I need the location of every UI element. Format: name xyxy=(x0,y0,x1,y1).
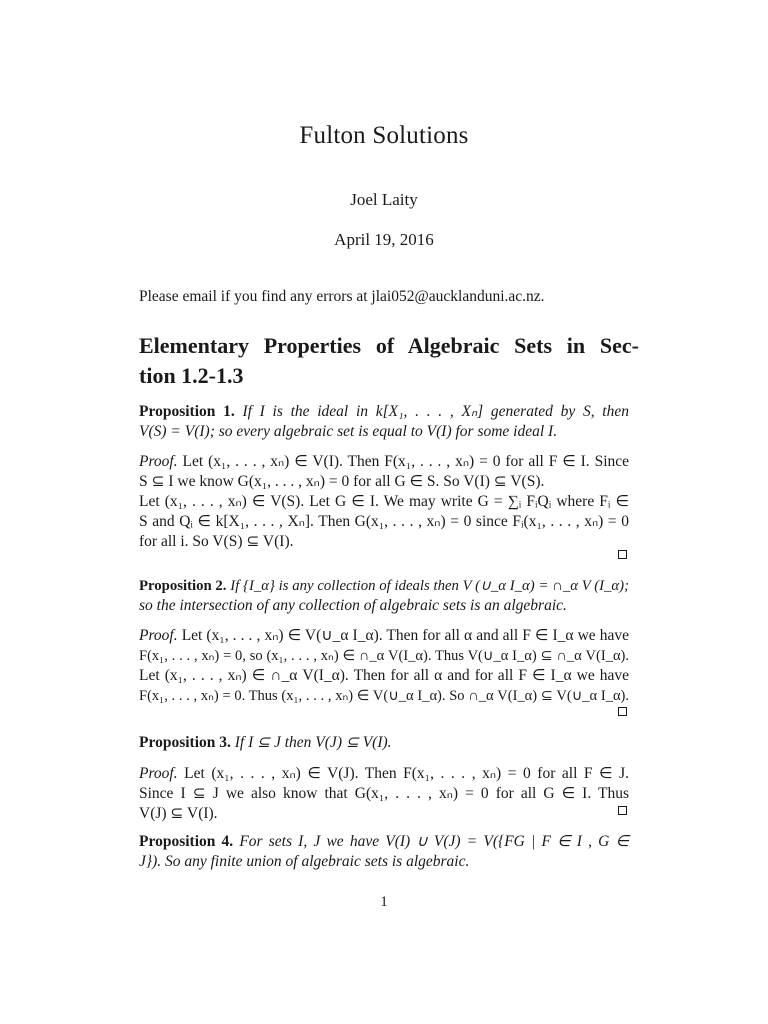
proposition-text: If I is the ideal in k[X₁, . . . , Xₙ] generated by S, then xyxy=(242,403,629,420)
proof-line: for all i. So V(S) ⊆ V(I). xyxy=(139,533,294,550)
document-date: April 19, 2016 xyxy=(334,230,434,249)
proof-line: Let (x₁, . . . , xₙ) ∈ V(S). Let G ∈ I. We may write G = ∑ᵢ FᵢQᵢ where Fᵢ ∈ xyxy=(139,493,629,510)
proof-text: Let (x₁, . . . , xₙ) ∈ V(I). Then F(x₁, . . . , xₙ) = 0 for all F ∈ I. Since xyxy=(182,453,630,470)
proposition-text: For sets I, J we have V(I) ∪ V(J) = V({FG | F ∈ I , G ∈ xyxy=(239,833,629,850)
proof-label: Proof. xyxy=(139,627,178,644)
proof-label: Proof. xyxy=(139,765,178,782)
proof-line: Let (x₁, . . . , xₙ) ∈ ∩_α V(I_α). Then for all α and for all F ∈ I_α we have xyxy=(139,667,630,684)
proposition-line: so the intersection of any collection of algebraic sets is an algebraic. xyxy=(139,597,567,614)
document-title: Fulton Solutions xyxy=(299,122,469,149)
proof-label: Proof. xyxy=(139,453,178,470)
qed-symbol xyxy=(618,806,627,815)
proposition-line xyxy=(139,832,629,852)
proof-line: F(x₁, . . . , xₙ) = 0. Thus (x₁, . . . , xₙ) ∈ V(∪_α I_α). So ∩_α V(I_α) ⊆ V(∪_α I_α). xyxy=(139,688,629,704)
proof-text: Let (x₁, . . . , xₙ) ∈ V(J). Then F(x₁, . . . , xₙ) = 0 for all F ∈ J. xyxy=(184,765,630,782)
document-author: Joel Laity xyxy=(350,190,418,209)
proposition-3 xyxy=(139,733,629,753)
proposition-line xyxy=(139,576,629,596)
proposition-line xyxy=(139,733,629,753)
section-heading-line: tion 1.2-1.3 xyxy=(139,363,244,388)
section-heading-line: Elementary Properties of Algebraic Sets in Sec- xyxy=(139,333,639,358)
proof-line: S and Qᵢ ∈ k[X₁, . . . , Xₙ]. Then G(x₁, . . . , xₙ) = 0 since Fᵢ(x₁, . . . , xₙ) = 0 xyxy=(139,513,629,530)
qed-symbol xyxy=(618,707,627,716)
proposition-label: Proposition 2. xyxy=(139,578,227,594)
proof-line: Since I ⊆ J we also know that G(x₁, . . . , xₙ) = 0 for all G ∈ I. Thus xyxy=(139,785,629,802)
proof-2 xyxy=(139,626,629,706)
proof-line xyxy=(139,764,629,784)
proposition-line: V(S) = V(I); so every algebraic set is equal to V(I) for some ideal I. xyxy=(139,423,558,440)
proposition-1 xyxy=(139,402,629,442)
proof-text: Let (x₁, . . . , xₙ) ∈ V(∪_α I_α). Then for all α and all F ∈ I_α we have xyxy=(181,627,629,644)
qed-symbol xyxy=(618,550,627,559)
proposition-4 xyxy=(139,832,629,872)
page-number: 1 xyxy=(380,894,388,910)
proof-line xyxy=(139,452,629,472)
proposition-label: Proposition 1. xyxy=(139,403,235,420)
proof-line: S ⊆ I we know G(x₁, . . . , xₙ) = 0 for all G ∈ S. So V(I) ⊆ V(S). xyxy=(139,473,545,490)
proof-line xyxy=(139,626,629,646)
proposition-label: Proposition 4. xyxy=(139,833,234,850)
proof-3 xyxy=(139,764,629,824)
proof-line: V(J) ⊆ V(I). xyxy=(139,805,218,822)
proof-line: F(x₁, . . . , xₙ) = 0, so (x₁, . . . , xₙ) ∈ ∩_α V(I_α). Thus V(∪_α I_α) ⊆ ∩_α V(I_α). xyxy=(139,648,629,664)
proposition-line: J}). So any finite union of algebraic sets is algebraic. xyxy=(139,853,470,870)
email-note: Please email if you find any errors at jlai052@aucklanduni.ac.nz. xyxy=(139,288,545,305)
proposition-text: If I ⊆ J then V(J) ⊆ V(I). xyxy=(234,734,392,751)
proposition-text: If {I_α} is any collection of ideals then V (∪_α I_α) = ∩_α V (I_α); xyxy=(230,578,629,594)
proof-1 xyxy=(139,452,629,552)
proposition-line xyxy=(139,402,629,422)
proposition-2 xyxy=(139,576,629,616)
proposition-label: Proposition 3. xyxy=(139,734,231,751)
section-heading xyxy=(139,331,639,391)
